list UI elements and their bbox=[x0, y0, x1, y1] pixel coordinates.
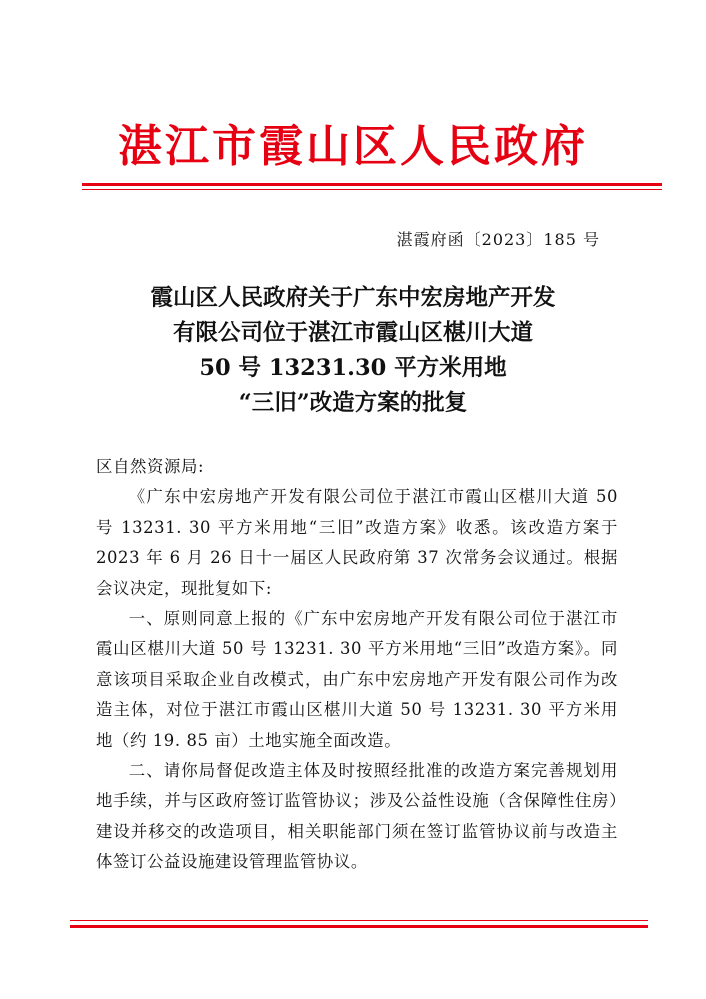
masthead-red-rule-thin bbox=[82, 189, 662, 190]
title-line: “三旧”改造方案的批复 bbox=[238, 390, 468, 416]
title-line: 有限公司位于湛江市霞山区椹川大道 bbox=[172, 320, 533, 346]
salutation: 区自然资源局: bbox=[96, 457, 205, 476]
body-paragraph: 二、请你局督促改造主体及时按照经批准的改造方案完善规划用地手续，并与区政府签订监管协议；涉及公益性设施（含保障性住房）建设并移交的改造项目，相关职能部门须在签订监管协议前与改造主体签订公益设施建设管理监管协议。 bbox=[96, 761, 618, 872]
document-number: 湛霞府函〔2023〕185 号 bbox=[396, 230, 600, 249]
footer-red-rule-thin bbox=[70, 920, 648, 921]
body-paragraph: 《广东中宏房地产开发有限公司位于湛江市霞山区椹川大道 50 号 13231. 30 平方米用地“三旧”改造方案》收悉。该改造方案于 2023 年 6 月 26 日十一届区人民政府第 37 次常务会议通过。根据会议决定，现批复如下: bbox=[96, 487, 618, 598]
document-masthead: 湛江市霞山区人民政府 bbox=[118, 121, 588, 172]
footer-red-rule-thick bbox=[70, 925, 648, 928]
title-line: 50 号 13231.30 平方米用地 bbox=[199, 355, 507, 381]
document-title bbox=[88, 281, 618, 421]
masthead-red-rule-thick bbox=[82, 183, 662, 186]
body-paragraph: 一、原则同意上报的《广东中宏房地产开发有限公司位于湛江市霞山区椹川大道 50 号 13231. 30 平方米用地“三旧”改造方案》。同意该项目采取企业自改模式，由广东中宏房地产开发有限公司作为改造主体，对位于湛江市霞山区椹川大道 50 号 13231. 30 平方米用地（约 19. 85 亩）土地实施全面改造。 bbox=[96, 609, 618, 750]
document-body bbox=[96, 452, 618, 878]
title-line: 霞山区人民政府关于广东中宏房地产开发 bbox=[150, 285, 556, 311]
